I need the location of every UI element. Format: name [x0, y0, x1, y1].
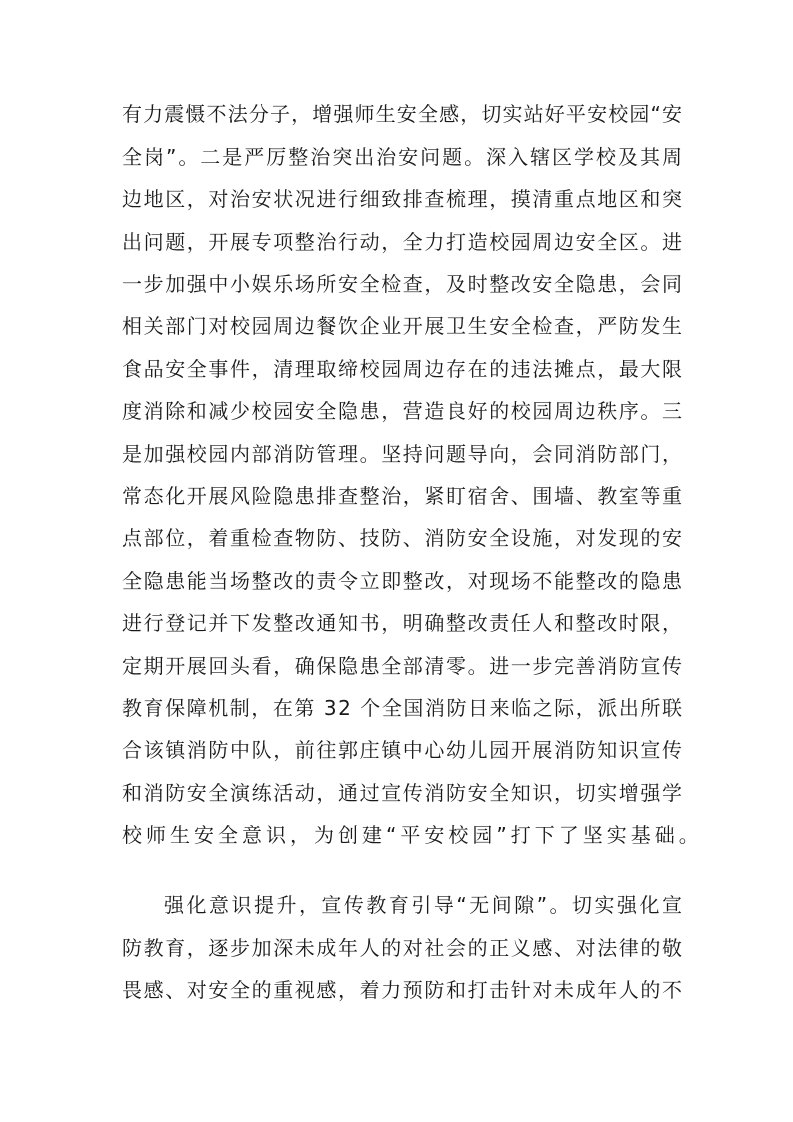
text-line: 全隐患能当场整改的责令立即整改，对现场不能整改的隐患 [122, 569, 684, 593]
text-line: 相关部门对校园周边餐饮企业开展卫生安全检查，严防发生 [122, 314, 684, 338]
text-line: 合该镇消防中队，前往郭庄镇中心幼儿园开展消防知识宣传 [122, 738, 684, 762]
text-line: 定期开展回头看，确保隐患全部清零。进一步完善消防宣传 [122, 654, 684, 678]
text-line: 是加强校园内部消防管理。坚持问题导向，会同消防部门， [122, 442, 684, 466]
text-line: 有力震慑不法分子，增强师生安全感，切实站好平安校园“安 [122, 102, 684, 126]
text-line: 全岗”。二是严厉整治突出治安问题。深入辖区学校及其周 [122, 145, 684, 169]
text-line: 进行登记并下发整改通知书，明确整改责任人和整改时限， [122, 611, 684, 635]
text-line: 度消除和减少校园安全隐患，营造良好的校园周边秩序。三 [122, 399, 684, 423]
text-line: 一步加强中小娱乐场所安全检查，及时整改安全隐患，会同 [122, 272, 684, 296]
text-line: 畏感、对安全的重视感，着力预防和打击针对未成年人的不 [122, 978, 684, 1002]
text-line: 防教育，逐步加深未成年人的对社会的正义感、对法律的敬 [122, 936, 684, 960]
text-line: 常态化开展风险隐患排查整治，紧盯宿舍、围墙、教室等重 [122, 484, 684, 508]
text-line: 强化意识提升，宣传教育引导“无间隙”。切实强化宣 [164, 893, 685, 917]
text-line: 边地区，对治安状况进行细致排查梳理，摸清重点地区和突 [122, 187, 684, 211]
text-line: 校师生安全意识，为创建“平安校园”打下了坚实基础。 [122, 823, 703, 847]
text-line: 点部位，着重检查物防、技防、消防安全设施，对发现的安 [122, 526, 684, 550]
text-line: 出问题，开展专项整治行动，全力打造校园周边安全区。进 [122, 230, 684, 254]
text-line: 食品安全事件，清理取缔校园周边存在的违法摊点，最大限 [122, 357, 684, 381]
text-line: 和消防安全演练活动，通过宣传消防安全知识，切实增强学 [122, 781, 684, 805]
text-line: 教育保障机制，在第 32 个全国消防日来临之际，派出所联 [122, 696, 684, 720]
